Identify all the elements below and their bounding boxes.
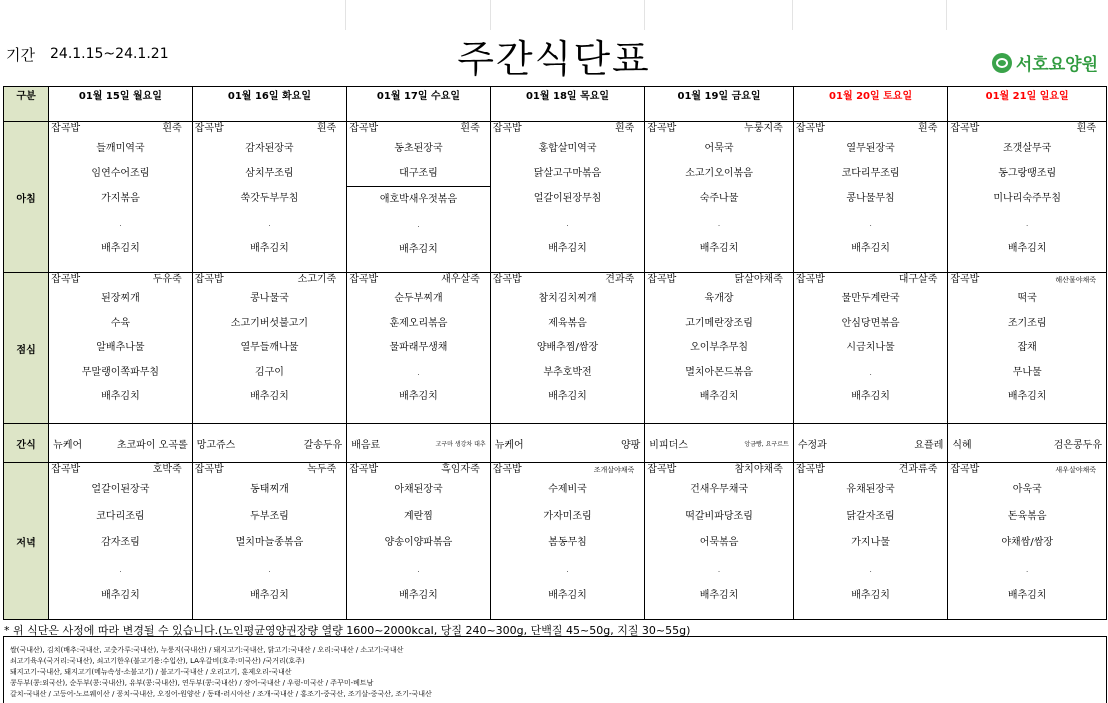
page-header	[0, 30, 1108, 82]
menu-item: 조기조림	[1007, 317, 1047, 329]
menu-cell	[948, 122, 1107, 273]
menu-item: 동태찌개	[250, 484, 289, 495]
menu-item: 배추김치	[101, 243, 140, 254]
porridge-line	[794, 122, 948, 136]
day-header-tue: 01월 16일 화요일	[192, 87, 347, 122]
menu-item: 수제비국	[548, 484, 587, 495]
menu-item: .	[1025, 219, 1029, 228]
menu-item: 봄동무침	[548, 537, 587, 549]
menu-cell	[793, 122, 948, 273]
menu-item: 순두부찌개	[394, 293, 443, 304]
snack-item: 식혜	[952, 439, 972, 451]
menu-item: 야채쌈/쌈장	[1001, 537, 1054, 549]
snack-item: 뉴케어	[53, 439, 83, 451]
snack-cell	[490, 424, 645, 463]
snack-cell	[49, 424, 193, 463]
menu-item: 애호박새우젓볶음	[347, 186, 490, 212]
menu-item: 얼갈이된장무침	[533, 193, 602, 204]
rice-label: 잡곡밥	[647, 123, 677, 134]
menu-item: 열무된장국	[846, 143, 895, 154]
menu-item: 배추김치	[548, 590, 587, 602]
menu-item: 수육	[110, 317, 131, 329]
snack-row	[4, 424, 1107, 463]
snack-item: 앙금빵, 요구르트	[744, 440, 789, 448]
menu-cell	[645, 273, 794, 424]
snack-item: 비피더스	[649, 439, 688, 451]
rice-label: 잡곡밥	[950, 123, 980, 134]
snack-item: 망고쥬스	[196, 439, 236, 451]
menu-item: 감자조림	[101, 537, 140, 549]
rice-label: 잡곡밥	[51, 464, 81, 475]
porridge-line	[347, 122, 490, 136]
snack-content	[347, 424, 490, 462]
menu-cell	[347, 122, 491, 273]
menu-item: 양송이양파볶음	[384, 537, 453, 549]
snack-item: 수정과	[797, 439, 827, 451]
menu-cell	[490, 273, 645, 424]
menu-item: 배추김치	[1007, 243, 1047, 254]
porridge-label: 흰죽	[162, 123, 182, 134]
origin-note-line: 쇠고기육우(국거리:국내산), 쇠고기한우(불고기용:수입산), LA우갈비(호주:미국산) /국거리(호주)	[10, 657, 305, 665]
rice-label: 잡곡밥	[492, 464, 522, 475]
rice-label: 잡곡밥	[795, 464, 825, 475]
breakfast-row	[4, 122, 1107, 273]
day-header-wed: 01월 17일 수요일	[347, 87, 491, 122]
menu-item: 홍합살미역국	[538, 143, 597, 154]
porridge-line	[948, 122, 1106, 136]
menu-item: 콩나물국	[250, 293, 289, 304]
spreadsheet-gridlines	[0, 0, 1108, 30]
menu-item: 배추김치	[1007, 590, 1047, 602]
menu-cell	[347, 273, 491, 424]
menu-item: .	[869, 564, 872, 574]
menu-item: 제육볶음	[548, 317, 587, 329]
menu-item: 얼갈이된장국	[91, 484, 150, 495]
menu-item: .	[717, 564, 721, 574]
snack-cell	[948, 424, 1107, 463]
porridge-line	[794, 463, 948, 477]
menu-item: .	[717, 219, 721, 228]
menu-cell	[948, 273, 1107, 424]
rice-label: 잡곡밥	[795, 274, 825, 285]
porridge-line	[645, 273, 793, 287]
menu-item: 감자된장국	[245, 143, 294, 154]
menu-item: 조갯살무국	[1003, 143, 1052, 154]
porridge-label: 흑임자죽	[441, 464, 480, 475]
menu-item: 배추김치	[548, 391, 587, 403]
porridge-label: 닭살야채죽	[734, 274, 783, 285]
menu-item: 돈육볶음	[1007, 510, 1047, 522]
rice-label: 잡곡밥	[349, 123, 379, 134]
menu-item: 알배추나물	[96, 342, 145, 354]
snack-content	[491, 424, 645, 462]
porridge-line	[347, 273, 490, 287]
day-header-mon: 01월 15일 월요일	[49, 87, 193, 122]
porridge-label: 조개살야채죽	[593, 466, 635, 474]
day-header-thu: 01월 18일 목요일	[490, 87, 645, 122]
menu-item: 무나물	[1012, 366, 1042, 378]
porridge-label: 참치야채죽	[734, 464, 783, 475]
menu-cell	[192, 273, 347, 424]
menu-item: 배추김치	[1007, 391, 1047, 403]
porridge-label: 흰죽	[316, 123, 337, 134]
logo-text: 서호요양원	[1015, 55, 1098, 75]
menu-item: 육개장	[704, 293, 734, 304]
snack-cell	[645, 424, 794, 463]
rice-label: 잡곡밥	[194, 123, 224, 134]
rice-label: 잡곡밥	[51, 123, 81, 134]
menu-cell	[948, 463, 1107, 620]
menu-item: 배추김치	[548, 243, 587, 254]
menu-item: 계란찜	[403, 510, 433, 522]
menu-item: 동그랑땡조림	[998, 168, 1057, 179]
menu-item: 배추김치	[699, 391, 739, 403]
menu-item: 대구조림	[399, 168, 438, 179]
porridge-line	[193, 122, 347, 136]
corner-header: 구분	[4, 87, 49, 122]
menu-cell	[490, 122, 645, 273]
period-value: 24.1.15~24.1.21	[50, 46, 169, 62]
porridge-line	[49, 273, 192, 287]
menu-item: 배추김치	[101, 590, 140, 602]
menu-item: 물만두계란국	[841, 293, 900, 304]
page-title: 주간식단표	[457, 37, 651, 81]
menu-item: .	[869, 219, 872, 228]
meal-table	[3, 86, 1107, 620]
menu-item: 숙주나물	[699, 193, 739, 204]
porridge-line	[948, 273, 1106, 287]
menu-item: .	[1025, 564, 1029, 574]
menu-item: 배추김치	[250, 243, 289, 254]
porridge-label: 흰죽	[918, 123, 938, 134]
lunch-row	[4, 273, 1107, 424]
rice-label: 잡곡밥	[349, 274, 379, 285]
menu-item: 무말랭이쪽파무침	[81, 366, 160, 378]
snack-item: 갈송두유	[303, 439, 343, 451]
menu-item: 소고기버섯불고기	[230, 317, 309, 329]
menu-cell	[347, 463, 491, 620]
porridge-line	[49, 463, 192, 477]
day-header-sun: 01월 21일 일요일	[948, 87, 1107, 122]
header-row	[4, 87, 1107, 122]
rice-label: 잡곡밥	[647, 464, 677, 475]
porridge-label: 대구살죽	[898, 274, 938, 285]
menu-cell	[793, 463, 948, 620]
menu-item: 미나리숙주무침	[993, 193, 1061, 204]
snack-content	[948, 424, 1106, 462]
porridge-label: 새우살야채죽	[1055, 466, 1096, 474]
menu-item: .	[268, 564, 271, 574]
origin-note-line: 돼지고기-국내산, 돼지고기(메뉴속성-소불고기) / 불고기-국내산 / 오리고기, 훈제오리-국내산	[10, 668, 292, 676]
menu-item: 소고기오이볶음	[685, 168, 753, 179]
rice-label: 잡곡밥	[950, 274, 980, 285]
menu-cell	[49, 122, 193, 273]
porridge-line	[193, 463, 347, 477]
porridge-label: 누룽지죽	[744, 123, 783, 134]
porridge-label: 견과죽	[605, 274, 635, 285]
menu-item: 훈제오리볶음	[389, 317, 448, 329]
snack-item: 검은콩두유	[1053, 439, 1102, 451]
menu-item: 배추김치	[399, 244, 438, 255]
rice-label: 잡곡밥	[194, 274, 224, 285]
porridge-line	[491, 273, 645, 287]
menu-item: 참치김치찌개	[538, 293, 597, 304]
menu-item: 삼치무조림	[245, 168, 294, 179]
snack-item: 초코파이 오곡롤	[116, 439, 188, 451]
porridge-label: 견과류죽	[898, 464, 938, 475]
menu-item: 닭갈자조림	[846, 510, 895, 522]
menu-item: .	[566, 564, 569, 574]
snack-item: 요플레	[914, 439, 944, 451]
menu-item: 떡국	[1017, 293, 1037, 304]
period-label: 기간	[6, 46, 35, 64]
rice-label: 잡곡밥	[492, 123, 522, 134]
porridge-line	[491, 463, 645, 477]
menu-item: 가지나물	[851, 537, 890, 549]
menu-cell	[49, 273, 193, 424]
menu-item: 배추김치	[851, 243, 890, 254]
menu-item: 가자미조림	[543, 510, 592, 522]
menu-item: 건새우무채국	[690, 484, 749, 495]
snack-item: 양팡	[620, 439, 641, 451]
menu-item: .	[417, 220, 420, 229]
rice-label: 잡곡밥	[492, 274, 522, 285]
meal-label-dinner: 저녁	[4, 463, 49, 620]
snack-item: 배음료	[351, 439, 381, 451]
rice-label: 잡곡밥	[950, 464, 980, 475]
snack-content	[193, 424, 347, 462]
menu-item: 어묵국	[704, 143, 734, 154]
menu-item: 오이부추무침	[690, 342, 749, 354]
rice-label: 잡곡밥	[51, 274, 81, 285]
menu-item: 배추김치	[699, 243, 739, 254]
menu-item: 임연수어조림	[91, 168, 150, 179]
menu-item: 배추김치	[851, 590, 890, 602]
menu-item: .	[119, 219, 122, 228]
menu-item: 배추김치	[399, 590, 438, 602]
menu-item: 배추김치	[250, 590, 289, 602]
porridge-line	[645, 122, 793, 136]
rice-label: 잡곡밥	[349, 464, 379, 475]
menu-item: 물파래무생채	[389, 342, 448, 354]
meal-label-breakfast: 아침	[4, 122, 49, 273]
menu-item: .	[268, 219, 271, 228]
menu-cell	[645, 122, 794, 273]
menu-item: 가지볶음	[101, 193, 140, 204]
day-header-sat: 01월 20일 토요일	[793, 87, 948, 122]
smile-icon	[992, 53, 1012, 73]
menu-item: 두부조림	[250, 510, 289, 522]
menu-cell	[192, 463, 347, 620]
porridge-label: 호박죽	[152, 464, 182, 475]
menu-item: 떡갈비파당조림	[685, 510, 753, 522]
rice-label: 잡곡밥	[194, 464, 224, 475]
menu-item: 멸치아몬드볶음	[685, 366, 753, 378]
snack-content	[645, 424, 793, 462]
menu-item: 아채된장국	[394, 484, 443, 495]
porridge-line	[794, 273, 948, 287]
snack-item: 뉴케어	[494, 439, 524, 451]
menu-item: 들깨미역국	[96, 143, 145, 154]
rice-label: 잡곡밥	[795, 123, 825, 134]
menu-item: 코다리조림	[96, 510, 145, 522]
menu-item: 김구이	[254, 366, 284, 378]
menu-item: .	[119, 564, 122, 574]
porridge-line	[347, 463, 490, 477]
menu-cell	[645, 463, 794, 620]
menu-item: 부추호박전	[543, 366, 592, 378]
menu-item: 안심당면볶음	[841, 317, 900, 329]
menu-item: 유채된장국	[846, 484, 895, 495]
day-header-fri: 01월 19일 금요일	[645, 87, 794, 122]
origin-note-line: 갈치-국내산 / 고등어-노르웨이산 / 꽁치-국내산, 오징어-원양산 / 동태-러시아산 / 조개-국내산 / 홍조기-중국산, 조기살-중국산, 조기-국내산	[10, 690, 432, 698]
porridge-line	[193, 273, 347, 287]
menu-item: .	[566, 219, 569, 228]
menu-item: 멸치마늘종볶음	[235, 537, 304, 549]
porridge-label: 두유죽	[152, 274, 182, 285]
menu-item: .	[869, 367, 872, 377]
menu-cell	[49, 463, 193, 620]
porridge-line	[491, 122, 645, 136]
snack-cell	[793, 424, 948, 463]
menu-item: 잡채	[1017, 342, 1037, 354]
porridge-line	[49, 122, 192, 136]
menu-item: 동초된장국	[394, 143, 443, 154]
menu-item: 열무들깨나물	[240, 342, 299, 354]
menu-item: 배추김치	[851, 391, 890, 403]
menu-item: 양배추찜/쌈장	[536, 342, 599, 354]
menu-item: 고기메란장조림	[685, 317, 753, 329]
snack-content	[794, 424, 948, 462]
porridge-label: 해산물야채죽	[1055, 276, 1096, 284]
menu-item: 된장찌개	[101, 293, 140, 304]
menu-item: 배추김치	[699, 590, 739, 602]
snack-content	[49, 424, 192, 462]
menu-cell	[192, 122, 347, 273]
porridge-label: 흰죽	[460, 123, 480, 134]
menu-item: 아욱국	[1012, 484, 1042, 495]
origin-note-line: 쌀(국내산), 김치(배추:국내산, 고춧가루:국내산), 누룽지(국내산) / 돼지고기:국내산, 닭고기:국내산 / 오리:국내산 / 소고기:국내산	[10, 646, 404, 654]
menu-item: 쑥갓두부무침	[240, 193, 299, 204]
menu-cell	[490, 463, 645, 620]
origin-note-line: 콩두부(콩:외국산), 순두부(콩:국내산), 유부(콩:국내산), 연두부(콩:국내산) / 장어-국내산 / 우렁-미국산 / 주꾸미-베트남	[10, 679, 374, 687]
snack-item: 고구마 생강차 대추	[435, 440, 486, 448]
snack-cell	[347, 424, 491, 463]
logo	[992, 50, 1098, 75]
porridge-label: 흰죽	[614, 123, 635, 134]
dinner-row	[4, 463, 1107, 620]
meal-label-lunch: 점심	[4, 273, 49, 424]
porridge-label: 새우살죽	[441, 274, 480, 285]
menu-item: 배추김치	[399, 391, 438, 403]
snack-cell	[192, 424, 347, 463]
menu-item: 어묵볶음	[699, 537, 739, 549]
porridge-line	[645, 463, 793, 477]
porridge-line	[948, 463, 1106, 477]
nutrition-footnote: * 위 식단은 사정에 따라 변경될 수 있습니다.(노인평균영양권장량 열량 1600~2000kcal, 당질 240~300g, 단백질 45~50g, 지질 30~55g)	[4, 624, 691, 637]
origin-notes	[3, 636, 1107, 703]
meal-label-snack: 간식	[4, 424, 49, 463]
rice-label: 잡곡밥	[647, 274, 677, 285]
menu-cell	[793, 273, 948, 424]
porridge-label: 흰죽	[1076, 123, 1096, 134]
menu-item: 배추김치	[250, 391, 289, 403]
menu-item: 닭살고구마볶음	[533, 168, 602, 179]
menu-item: 콩나물무침	[846, 193, 895, 204]
menu-item: 코다리무조림	[841, 168, 900, 179]
menu-item: .	[417, 564, 420, 574]
menu-item: 배추김치	[101, 391, 140, 403]
menu-item: 시금치나물	[846, 342, 895, 354]
porridge-label: 소고기죽	[297, 274, 337, 285]
porridge-label: 녹두죽	[307, 464, 337, 475]
menu-item: .	[417, 367, 420, 377]
